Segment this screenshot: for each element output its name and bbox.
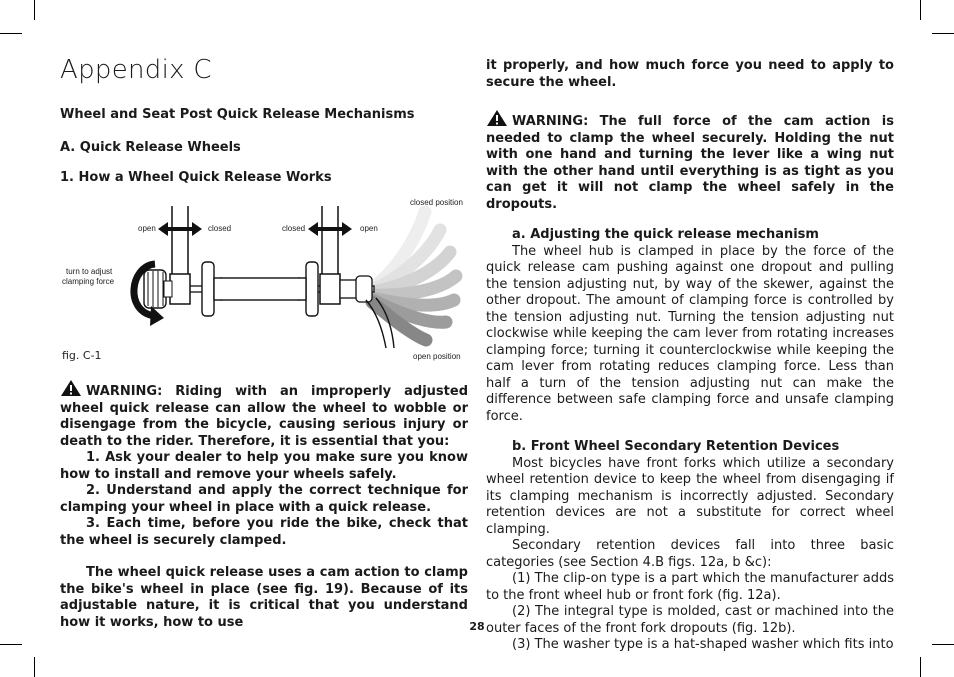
crop-mark (932, 644, 954, 645)
label-closed-left: closed (208, 224, 232, 233)
section-heading: Wheel and Seat Post Quick Release Mechanisms (60, 107, 415, 122)
label-clamping-force: clamping force (62, 277, 115, 286)
warning-paragraph (486, 109, 894, 213)
quick-release-diagram (60, 192, 480, 367)
warning-icon (60, 379, 82, 397)
quick-release-figure (60, 192, 480, 367)
list-item: (2) The integral type is molded, cast or machined into the outer faces of the front fork dropouts (fig. 12b). (486, 604, 894, 636)
label-closed-right: closed (282, 224, 306, 233)
continued-paragraph: it properly, and how much force you need to apply to secure the wheel. (486, 58, 894, 90)
left-column (60, 54, 468, 631)
subsection-heading: a. Adjusting the quick release mechanism (512, 227, 819, 242)
label-closed-position: closed position (410, 198, 463, 207)
crop-mark (34, 0, 35, 20)
list-item: (3) The washer type is a hat-shaped washer which fits into (512, 637, 894, 652)
right-column (486, 58, 894, 654)
body-paragraph: Most bicycles have front forks which utilize a secondary wheel retention device to keep the wheel from disengaging if its clamping mechanism is incorrectly adjusted. Secondary retention devices are not a substitute for correct wheel clamping. (486, 455, 894, 537)
subsection-heading: A. Quick Release Wheels (60, 140, 241, 155)
warning-text: WARNING: The full force of the cam action is needed to clamp the wheel securely. Holding the nut with one hand and turning the lever like a wing nut with the other hand until everything is as tight as you can get it will not clamp the wheel safely in the dropouts. (486, 114, 894, 212)
page-number: 28 (469, 620, 485, 633)
page-title: Appendix C (60, 55, 212, 85)
label-open-right: open (360, 224, 378, 233)
list-item: 2. Understand and apply the correct technique for clamping your wheel in place with a quick release. (60, 483, 468, 515)
lever-positions-fan (372, 212, 456, 340)
numbered-heading: 1. How a Wheel Quick Release Works (60, 170, 332, 185)
crop-mark (932, 33, 954, 34)
crop-mark (920, 0, 921, 20)
figure-caption: fig. C-1 (62, 349, 102, 362)
warning-text: WARNING: Riding with an improperly adjusted wheel quick release can allow the wheel to wobble or disengage from the bicycle, causing serious injury or death to the rider. Therefore, it is essential that you: (60, 384, 468, 449)
list-item: (1) The clip-on type is a part which the manufacturer adds to the front wheel hub or front fork (fig. 12a). (486, 571, 894, 603)
body-paragraph: The wheel quick release uses a cam action to clamp the bike's wheel in place (see fig. 19). Because of its adjustable nature, it is critical that you understand how it works, how to use (60, 565, 468, 630)
body-paragraph: Secondary retention devices fall into three basic categories (see Section 4.B figs. 12a, b &c): (486, 538, 894, 570)
label-open-position: open position (413, 352, 461, 361)
label-open-left: open (138, 224, 156, 233)
warning-icon (486, 109, 508, 127)
subsection-heading: b. Front Wheel Secondary Retention Devices (512, 439, 840, 454)
body-paragraph: The wheel hub is clamped in place by the force of the quick release cam pushing against one dropout and pulling the tension adjusting nut, by way of the skewer, against the other dropout. The amount of clamping force is controlled by the tension adjusting nut. Turning the tension adjusting nut clockwise while keeping the cam lever from rotating increases clamping force; turning it counterclockwise while keeping the cam lever from rotating reduces clamping force. Less than half a turn of the tension adjusting nut can make the difference between safe clamping force and unsafe clamping force. (486, 243, 894, 424)
crop-mark (34, 657, 35, 677)
warning-paragraph (60, 379, 468, 450)
crop-mark (0, 644, 22, 645)
label-turn-adjust: turn to adjust (66, 267, 113, 276)
list-item: 3. Each time, before you ride the bike, check that the wheel is securely clamped. (60, 516, 468, 548)
crop-mark (0, 33, 22, 34)
crop-mark (920, 657, 921, 677)
list-item: 1. Ask your dealer to help you make sure you know how to install and remove your wheels safely. (60, 450, 468, 482)
